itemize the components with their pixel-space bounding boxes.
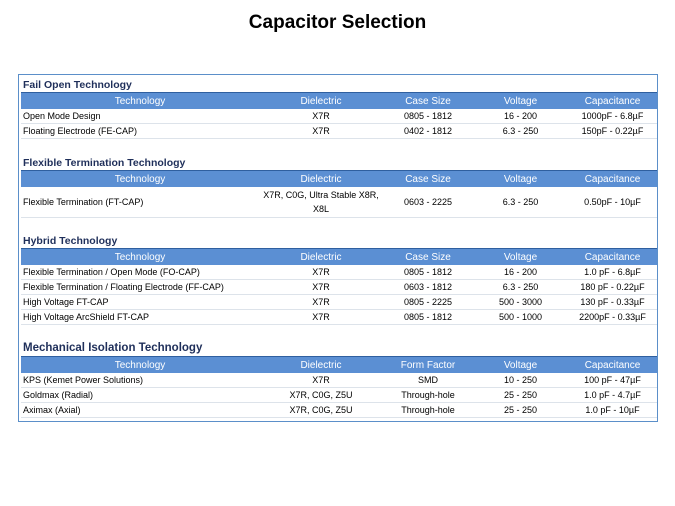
cell-case-size: 0805 - 1812 bbox=[383, 265, 473, 280]
cell-technology: Open Mode Design bbox=[21, 109, 259, 124]
cell-dielectric: X7R bbox=[259, 265, 383, 280]
table-row bbox=[21, 373, 657, 388]
table-row bbox=[21, 187, 657, 218]
section-title-fail-open: Fail Open Technology bbox=[23, 79, 132, 91]
header-dielectric: Dielectric bbox=[259, 93, 383, 110]
header-case-size: Case Size bbox=[383, 93, 473, 110]
cell-capacitance: 1.0 pF - 10µF bbox=[568, 403, 657, 418]
table-header-row bbox=[21, 171, 657, 188]
table-header-row bbox=[21, 357, 657, 374]
table-row bbox=[21, 295, 657, 310]
header-case-size: Case Size bbox=[383, 249, 473, 266]
cell-capacitance: 180 pF - 0.22µF bbox=[568, 280, 657, 295]
cell-technology: High Voltage FT-CAP bbox=[21, 295, 259, 310]
header-voltage: Voltage bbox=[473, 357, 568, 374]
header-dielectric: Dielectric bbox=[259, 249, 383, 266]
cell-capacitance: 1000pF - 6.8µF bbox=[568, 109, 657, 124]
table-row bbox=[21, 265, 657, 280]
cell-voltage: 6.3 - 250 bbox=[473, 280, 568, 295]
cell-voltage: 6.3 - 250 bbox=[473, 187, 568, 218]
cell-case-size: 0603 - 1812 bbox=[383, 280, 473, 295]
cell-technology: Goldmax (Radial) bbox=[21, 388, 259, 403]
cell-capacitance: 2200pF - 0.33µF bbox=[568, 310, 657, 325]
header-technology: Technology bbox=[21, 93, 259, 110]
table-row bbox=[21, 109, 657, 124]
cell-dielectric: X7R bbox=[259, 373, 383, 388]
cell-dielectric: X7R, C0G, Ultra Stable X8R, X8L bbox=[259, 187, 383, 218]
table-row bbox=[21, 403, 657, 418]
section-title-hybrid: Hybrid Technology bbox=[23, 235, 118, 247]
table-row bbox=[21, 280, 657, 295]
cell-form-factor: Through-hole bbox=[383, 388, 473, 403]
header-capacitance: Capacitance bbox=[568, 357, 657, 374]
cell-dielectric: X7R, C0G, Z5U bbox=[259, 403, 383, 418]
header-voltage: Voltage bbox=[473, 249, 568, 266]
flexible-termination-table bbox=[21, 170, 657, 218]
cell-capacitance: 0.50pF - 10µF bbox=[568, 187, 657, 218]
section-title-flexible-termination: Flexible Termination Technology bbox=[23, 157, 186, 169]
cell-form-factor: Through-hole bbox=[383, 403, 473, 418]
page-title: Capacitor Selection bbox=[248, 12, 427, 33]
header-case-size: Case Size bbox=[383, 171, 473, 188]
header-voltage: Voltage bbox=[473, 171, 568, 188]
cell-dielectric: X7R bbox=[259, 310, 383, 325]
header-capacitance: Capacitance bbox=[568, 249, 657, 266]
section-title-mechanical-isolation: Mechanical Isolation Technology bbox=[23, 342, 203, 354]
cell-case-size: 0603 - 2225 bbox=[383, 187, 473, 218]
hybrid-table bbox=[21, 248, 657, 325]
cell-voltage: 10 - 250 bbox=[473, 373, 568, 388]
cell-technology: Flexible Termination (FT-CAP) bbox=[21, 187, 259, 218]
cell-voltage: 500 - 3000 bbox=[473, 295, 568, 310]
header-dielectric: Dielectric bbox=[259, 357, 383, 374]
cell-capacitance: 1.0 pF - 6.8µF bbox=[568, 265, 657, 280]
mechanical-isolation-table bbox=[21, 356, 657, 418]
header-technology: Technology bbox=[21, 357, 259, 374]
cell-form-factor: SMD bbox=[383, 373, 473, 388]
header-capacitance: Capacitance bbox=[568, 93, 657, 110]
header-dielectric: Dielectric bbox=[259, 171, 383, 188]
cell-technology: Floating Electrode (FE-CAP) bbox=[21, 124, 259, 139]
cell-voltage: 16 - 200 bbox=[473, 265, 568, 280]
cell-voltage: 500 - 1000 bbox=[473, 310, 568, 325]
header-form-factor: Form Factor bbox=[383, 357, 473, 374]
cell-capacitance: 1.0 pF - 4.7µF bbox=[568, 388, 657, 403]
table-header-row bbox=[21, 249, 657, 266]
cell-capacitance: 150pF - 0.22µF bbox=[568, 124, 657, 139]
cell-case-size: 0805 - 1812 bbox=[383, 109, 473, 124]
cell-voltage: 25 - 250 bbox=[473, 388, 568, 403]
table-row bbox=[21, 388, 657, 403]
cell-capacitance: 100 pF - 47µF bbox=[568, 373, 657, 388]
capacitor-selection-table bbox=[18, 74, 658, 422]
table-header-row bbox=[21, 93, 657, 110]
cell-technology: Flexible Termination / Open Mode (FO-CAP) bbox=[21, 265, 259, 280]
cell-technology: High Voltage ArcShield FT-CAP bbox=[21, 310, 259, 325]
cell-voltage: 25 - 250 bbox=[473, 403, 568, 418]
header-technology: Technology bbox=[21, 171, 259, 188]
cell-case-size: 0805 - 1812 bbox=[383, 310, 473, 325]
cell-voltage: 16 - 200 bbox=[473, 109, 568, 124]
header-capacitance: Capacitance bbox=[568, 171, 657, 188]
fail-open-table bbox=[21, 92, 657, 139]
cell-technology: Flexible Termination / Floating Electrode (FF-CAP) bbox=[21, 280, 259, 295]
cell-technology: KPS (Kemet Power Solutions) bbox=[21, 373, 259, 388]
header-voltage: Voltage bbox=[473, 93, 568, 110]
cell-case-size: 0805 - 2225 bbox=[383, 295, 473, 310]
cell-capacitance: 130 pF - 0.33µF bbox=[568, 295, 657, 310]
cell-technology: Aximax (Axial) bbox=[21, 403, 259, 418]
cell-dielectric: X7R, C0G, Z5U bbox=[259, 388, 383, 403]
table-row bbox=[21, 124, 657, 139]
cell-dielectric: X7R bbox=[259, 109, 383, 124]
cell-dielectric: X7R bbox=[259, 124, 383, 139]
cell-dielectric: X7R bbox=[259, 295, 383, 310]
cell-dielectric: X7R bbox=[259, 280, 383, 295]
header-technology: Technology bbox=[21, 249, 259, 266]
table-row bbox=[21, 310, 657, 325]
cell-voltage: 6.3 - 250 bbox=[473, 124, 568, 139]
cell-case-size: 0402 - 1812 bbox=[383, 124, 473, 139]
